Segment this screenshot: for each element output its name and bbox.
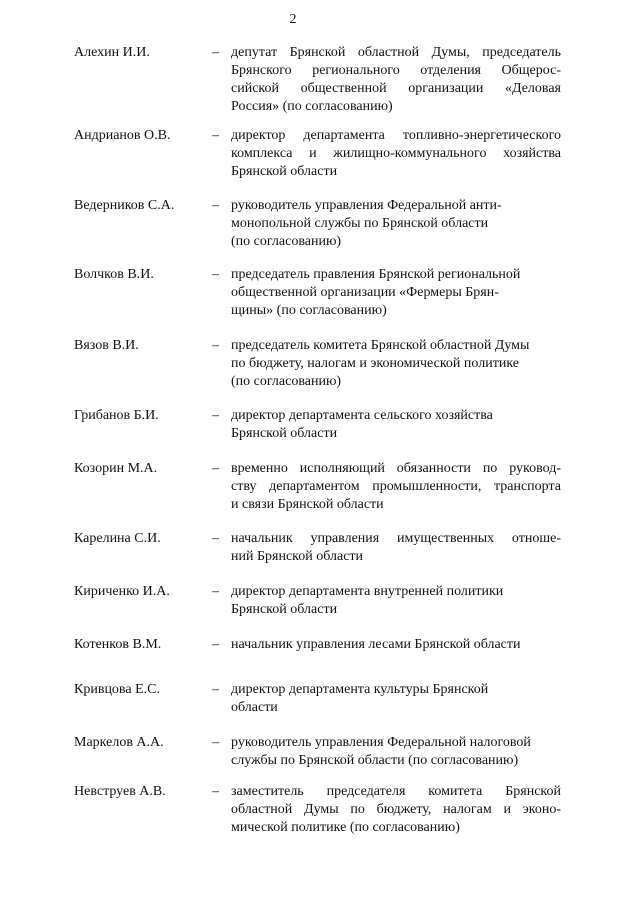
dash-separator: – [212,45,219,60]
member-name: Козорин М.А. [74,461,158,476]
position-line: заместитель председателя комитета Брянской [231,784,561,799]
position-line: комплекса и жилищно-коммунального хозяйства [231,146,561,161]
position-line: по бюджету, налогам и экономической политике [231,356,519,371]
position-line: ний Брянской области [231,549,364,564]
member-name: Андрианов О.В. [74,128,171,143]
member-name: Кривцова Е.С. [74,682,160,697]
dash-separator: – [212,461,219,476]
position-line: временно исполняющий обязанности по руковод- [231,461,561,476]
dash-separator: – [212,128,219,143]
member-position [231,583,561,619]
member-position [231,734,561,770]
position-line: Брянской области [231,602,338,617]
member-position [231,681,561,717]
member-name: Грибанов Б.И. [74,408,159,423]
position-line: начальник управления имущественных отноше- [231,531,561,546]
member-position [231,197,561,251]
position-line: директор департамента внутренней политики [231,584,504,599]
position-line: мической политике (по согласованию) [231,820,460,835]
position-line: Брянской области [231,426,338,441]
page-number: 2 [289,12,297,27]
member-name: Алехин И.И. [74,45,150,60]
dash-separator: – [212,682,219,697]
member-name: Вязов В.И. [74,338,139,353]
member-position [231,266,561,320]
position-line: щины» (по согласованию) [231,303,387,318]
position-line: сийской общественной организации «Деловая [231,81,561,96]
member-name: Карелина С.И. [74,531,161,546]
dash-separator: – [212,784,219,799]
member-name: Невструев А.В. [74,784,166,799]
dash-separator: – [212,637,219,652]
position-line: директор департамента культуры Брянской [231,682,489,697]
position-line: директор департамента топливно-энергетического [231,128,561,143]
position-line: службы по Брянской области (по согласованию) [231,753,519,768]
dash-separator: – [212,735,219,750]
position-line: Брянского регионального отделения Общерос- [231,63,561,78]
position-line: председатель правления Брянской региональной [231,267,521,282]
member-name: Ведерников С.А. [74,198,175,213]
member-position [231,127,561,181]
member-name: Кириченко И.А. [74,584,170,599]
position-line: председатель комитета Брянской областной Думы [231,338,530,353]
member-position [231,337,561,391]
position-line: (по согласованию) [231,234,342,249]
position-line: руководитель управления Федеральной анти- [231,198,502,213]
position-line: областной Думы по бюджету, налогам и эконо- [231,802,561,817]
member-name: Котенков В.М. [74,637,162,652]
position-line: директор департамента сельского хозяйства [231,408,493,423]
dash-separator: – [212,584,219,599]
dash-separator: – [212,267,219,282]
dash-separator: – [212,408,219,423]
dash-separator: – [212,198,219,213]
position-line: монопольной службы по Брянской области [231,216,489,231]
position-line: начальник управления лесами Брянской области [231,637,521,652]
position-line: Брянской области [231,164,338,179]
member-name: Маркелов А.А. [74,735,164,750]
position-line: депутат Брянской областной Думы, председатель [231,45,561,60]
position-line: (по согласованию) [231,374,342,389]
member-position [231,530,561,566]
member-position [231,44,561,116]
position-line: общественной организации «Фермеры Брян- [231,285,499,300]
member-position [231,783,561,837]
position-line: руководитель управления Федеральной налоговой [231,735,531,750]
member-position [231,460,561,514]
position-line: ству департаментом промышленности, транспорта [231,479,561,494]
dash-separator: – [212,531,219,546]
member-name: Волчков В.И. [74,267,154,282]
position-line: области [231,700,278,715]
dash-separator: – [212,338,219,353]
member-position [231,407,561,443]
position-line: и связи Брянской области [231,497,384,512]
member-position [231,636,561,654]
position-line: Россия» (по согласованию) [231,99,393,114]
